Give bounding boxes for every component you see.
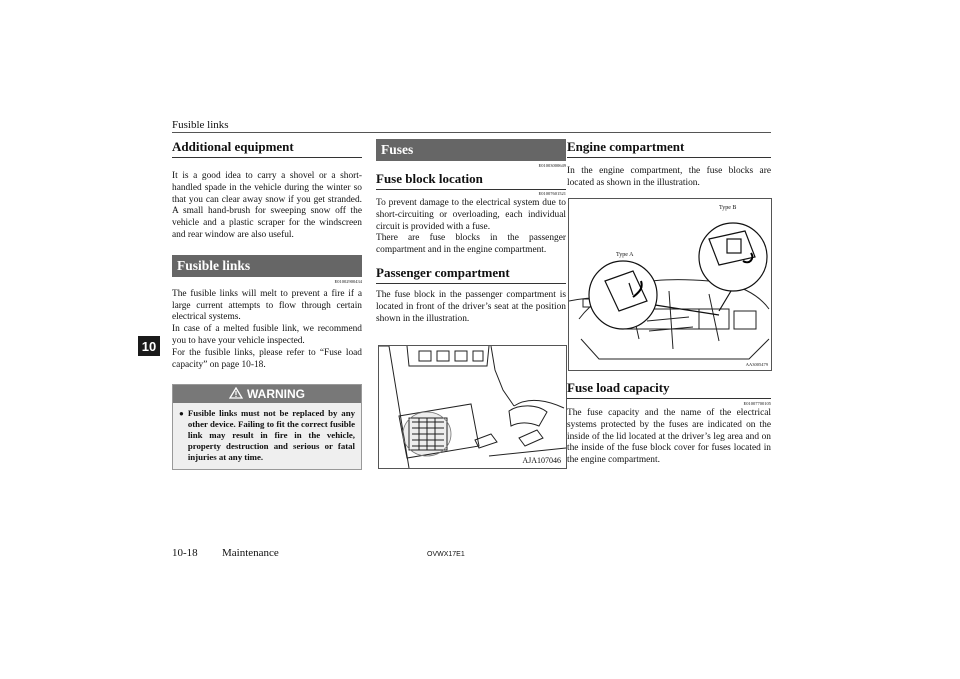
para-additional-equipment: It is a good idea to carry a shovel or a short-handled spade in the vehicle during the winter so that you can clear away snow if you get stranded. A small hand-brush for sweeping snow off the vehicle and a plastic scraper for the windscreen and rear window are also useful. — [172, 171, 362, 240]
label-type-b: Type B — [719, 205, 737, 211]
section-bar-fusible-links: Fusible links — [172, 255, 362, 277]
warning-triangle-icon — [229, 387, 243, 402]
engine-bay-illustration — [569, 199, 771, 370]
column-3 — [567, 139, 771, 190]
chapter-tab: 10 — [138, 336, 160, 356]
figure-code: AJA107046 — [522, 456, 561, 465]
para-fuse-block-2: There are fuse blocks in the passenger compartment and in the engine compartment. — [376, 233, 566, 256]
page-number: 10-18 — [172, 547, 198, 559]
heading-fuse-load-capacity: Fuse load capacity — [567, 380, 771, 399]
header-rule — [172, 132, 771, 133]
para-fusible-links-2: In case of a melted fusible link, we recommend you to have your vehicle inspected. — [172, 324, 362, 346]
heading-code: E01007700105 — [743, 401, 771, 406]
column-3-lower — [567, 380, 771, 467]
warning-box — [172, 384, 362, 470]
figure-engine-fuse-blocks — [568, 198, 772, 371]
section-code: E01002900434 — [334, 278, 362, 284]
heading-code: E01007601521 — [538, 191, 566, 196]
running-head: Fusible links — [172, 119, 229, 131]
warning-label: WARNING — [247, 387, 305, 402]
heading-engine-compartment: Engine compartment — [567, 139, 771, 158]
para-fusible-links-1: The fusible links will melt to prevent a fire if a large current attempts to flow through certain electrical systems. — [172, 288, 362, 323]
bullet-icon: ● — [179, 409, 184, 419]
warning-header — [173, 385, 361, 403]
column-2 — [376, 139, 566, 325]
dashboard-illustration — [379, 346, 566, 468]
section-code: E01003000649 — [538, 163, 566, 168]
doc-code: OVWX17E1 — [427, 551, 465, 558]
para-fuse-load-capacity: The fuse capacity and the name of the electrical systems protected by the fuses are indicated on the inside of the lid located at the driver’s leg area and on the inside of the fuse block cover for fuses located in the engine compartment. — [567, 408, 771, 466]
footer-section: Maintenance — [222, 547, 279, 559]
warning-body — [173, 403, 361, 469]
heading-fuse-block-location: Fuse block location — [376, 171, 566, 190]
para-fuse-block-1: To prevent damage to the electrical system due to short-circuiting or overloading, each individual circuit is provided with a fuse. — [376, 198, 566, 232]
figure-code: AA3005479 — [745, 362, 768, 367]
para-passenger-compartment: The fuse block in the passenger compartment is located in front of the driver’s seat at the position shown in the illustration. — [376, 289, 566, 324]
heading-passenger-compartment: Passenger compartment — [376, 265, 566, 284]
heading-additional-equipment: Additional equipment — [172, 139, 362, 158]
column-1 — [172, 139, 362, 470]
section-bar-fuses: Fuses — [376, 139, 566, 161]
para-engine-compartment: In the engine compartment, the fuse blocks are located as shown in the illustration. — [567, 166, 771, 188]
warning-text: Fusible links must not be replaced by any other device. Failing to fit the correct fusible link may result in fire in the vehicle, property destruction and serious or fatal injuries at any time. — [187, 408, 355, 463]
para-fusible-links-3: For the fusible links, please refer to “Fuse load capacity” on page 10-18. — [172, 347, 362, 370]
figure-passenger-fuse-block — [378, 345, 567, 469]
label-type-a: Type A — [616, 252, 634, 258]
